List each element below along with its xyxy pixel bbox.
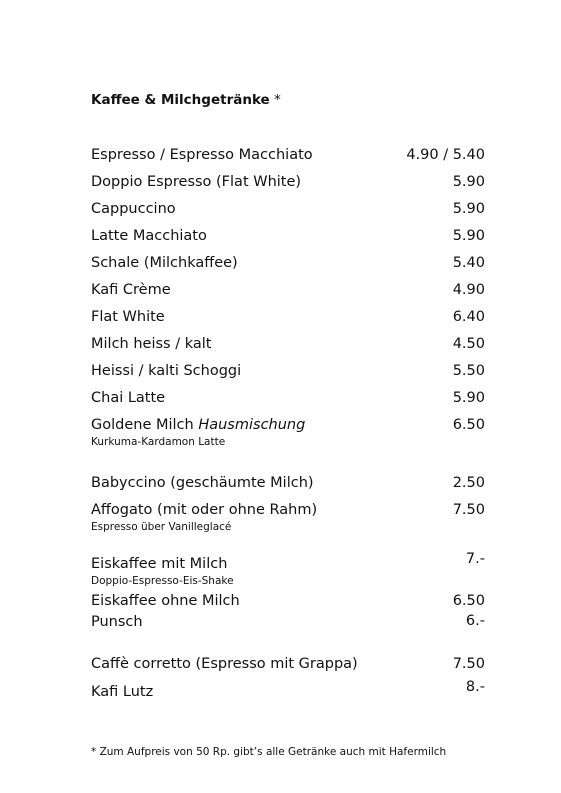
- item-name: Caffè corretto (Espresso mit Grappa): [91, 656, 358, 672]
- item-price: 6.50: [452, 593, 485, 609]
- menu-item: [91, 501, 485, 521]
- item-name: Heissi / kalti Schoggi: [91, 363, 242, 379]
- item-price: 7.50: [452, 502, 485, 518]
- item-name: Affogato (mit oder ohne Rahm): [91, 502, 318, 518]
- footnote: * Zum Aufpreis von 50 Rp. gibt’s alle Getränke auch mit Hafermilch: [91, 746, 447, 758]
- item-name: Eiskaffee ohne Milch: [91, 593, 240, 609]
- item-price: 5.90: [452, 174, 485, 190]
- section-title: Kaffee & Milchgetränke: [91, 92, 270, 108]
- menu-item: [91, 308, 485, 328]
- item-price: 6.-: [465, 613, 485, 629]
- item-price: 5.90: [452, 390, 485, 406]
- item-price: 6.40: [452, 309, 485, 325]
- item-price: 4.90: [452, 282, 485, 298]
- menu-item: [91, 146, 485, 166]
- menu-item: [91, 227, 485, 247]
- item-subtitle: Espresso über Vanilleglacé: [91, 521, 232, 533]
- menu-item: [91, 592, 485, 612]
- item-name: Flat White: [91, 309, 165, 325]
- menu-item: [91, 173, 485, 193]
- item-name: Latte Macchiato: [91, 228, 207, 244]
- item-price: 7.50: [452, 656, 485, 672]
- menu-item: [91, 389, 485, 409]
- item-name: Espresso / Espresso Macchiato: [91, 147, 313, 163]
- menu-item: [91, 362, 485, 382]
- menu-item: [91, 281, 485, 301]
- item-subtitle: Kurkuma-Kardamon Latte: [91, 436, 226, 448]
- item-price: 8.-: [465, 679, 485, 695]
- item-price: 5.90: [452, 228, 485, 244]
- section-marker: *: [269, 92, 281, 108]
- menu-item: [91, 335, 485, 355]
- menu-item: [91, 551, 485, 575]
- item-price: 5.90: [452, 201, 485, 217]
- item-name: Babyccino (geschäumte Milch): [91, 475, 314, 491]
- menu-item: [91, 613, 485, 633]
- menu-item: [91, 416, 485, 436]
- menu-item: [91, 200, 485, 220]
- menu-item: [91, 655, 485, 675]
- item-subtitle: Doppio-Espresso-Eis-Shake: [91, 575, 234, 587]
- menu-item: [91, 254, 485, 274]
- item-name: Milch heiss / kalt: [91, 336, 212, 352]
- item-name: Punsch: [91, 614, 143, 630]
- item-price: 5.40: [452, 255, 485, 271]
- item-name: Doppio Espresso (Flat White): [91, 174, 302, 190]
- menu-item: [91, 679, 485, 703]
- section-heading: [91, 92, 281, 108]
- item-name-italic: Hausmischung: [198, 417, 306, 433]
- item-price: 4.50: [452, 336, 485, 352]
- item-price: 4.90 / 5.40: [406, 147, 485, 163]
- item-price: 5.50: [452, 363, 485, 379]
- item-name: Schale (Milchkaffee): [91, 255, 238, 271]
- item-name: Goldene Milch: [91, 417, 194, 433]
- item-name: Eiskaffee mit Milch: [91, 556, 228, 572]
- menu-item: [91, 474, 485, 494]
- item-price: 6.50: [452, 417, 485, 433]
- item-name: Kafi Crème: [91, 282, 171, 298]
- item-name: Cappuccino: [91, 201, 176, 217]
- item-name-group: [91, 416, 305, 434]
- item-price: 7.-: [465, 551, 485, 567]
- item-name: Chai Latte: [91, 390, 166, 406]
- item-name: Kafi Lutz: [91, 684, 154, 700]
- item-price: 2.50: [452, 475, 485, 491]
